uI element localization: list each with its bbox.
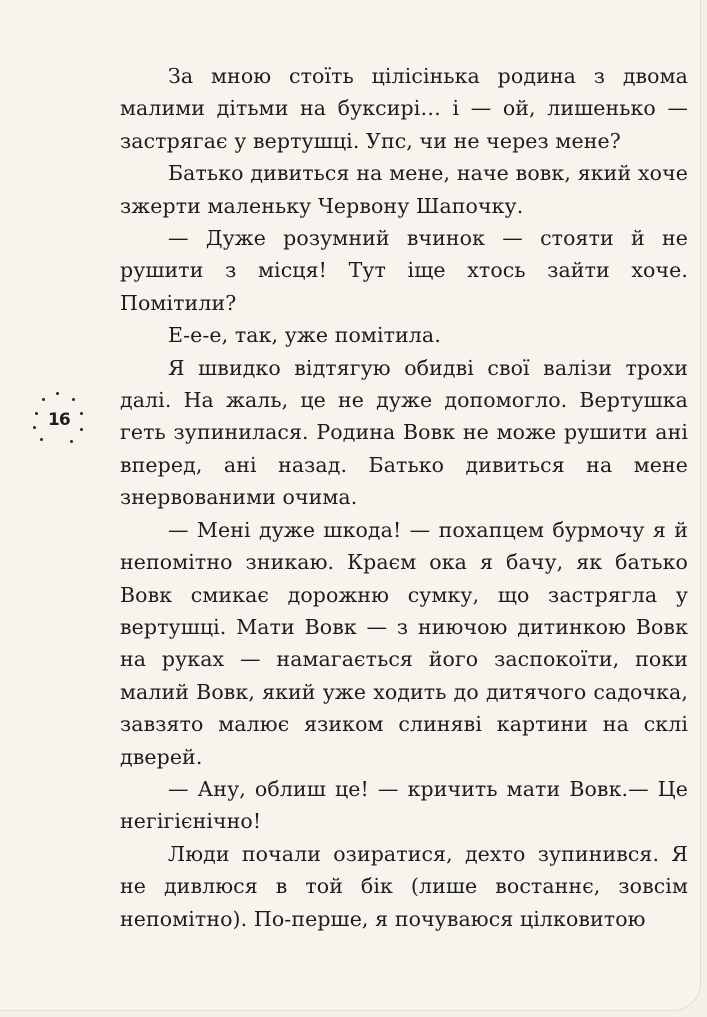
paragraph: — Ану, облиш це! — кричить мати Вовк.— Це негігієнічно!: [120, 776, 688, 834]
paragraph: — Мені дуже шкода! — похапцем бурмочу я й непомітно зникаю. Краєм ока я бачу, як батько Вовк смикає дорожню сумку, що застрягла у вертушці. Мати Вовк — з ниючою дитинкою Вовк на руках — намагається його заспокоїти, поки малий Вовк, який уже ходить до дитячого садочка, завзято малює язиком слиняві картини на склі дверей.: [120, 517, 688, 769]
paragraph: Люди почали озиратися, дехто зупинився. Я не дивлюся в той бік (лише востаннє, зовсім непомітно). По-перше, я почуваюся цілковитою: [120, 841, 688, 931]
paragraph: Я швидко відтягую обидві свої валізи трохи далі. На жаль, це не дуже допомогло. Вертушка геть зупинилася. Родина Вовк не може рушити ані вперед, ані назад. Батько дивиться на мене знервованими очима.: [120, 355, 688, 510]
ornament-dot: [80, 412, 83, 415]
paragraph: — Дуже розумний вчинок — стояти й не рушити з місця! Тут іще хтось зайти хоче. Помітили?: [120, 226, 688, 315]
ornament-dot: [72, 398, 75, 401]
page-number: 16: [48, 410, 70, 430]
ornament-dot: [70, 440, 73, 443]
body-text: [120, 60, 688, 935]
ornament-dot: [35, 412, 38, 415]
ornament-dot: [56, 392, 59, 395]
paragraph: Е-е-е, так, уже помітила.: [168, 323, 441, 348]
paragraph: За мною стоїть цілісінька родина з двома малими дітьми на буксирі… і — ой, лишенько — застрягає у вертушці. Упс, чи не через мене?: [120, 64, 688, 153]
ornament-dot: [40, 438, 43, 441]
ornament-dot: [42, 398, 45, 401]
page-number-ornament: [30, 388, 90, 448]
paragraph: Батько дивиться на мене, наче вовк, який хоче зжерти маленьку Червону Шапочку.: [120, 161, 688, 218]
ornament-dot: [33, 426, 36, 429]
ornament-dot: [80, 428, 83, 431]
